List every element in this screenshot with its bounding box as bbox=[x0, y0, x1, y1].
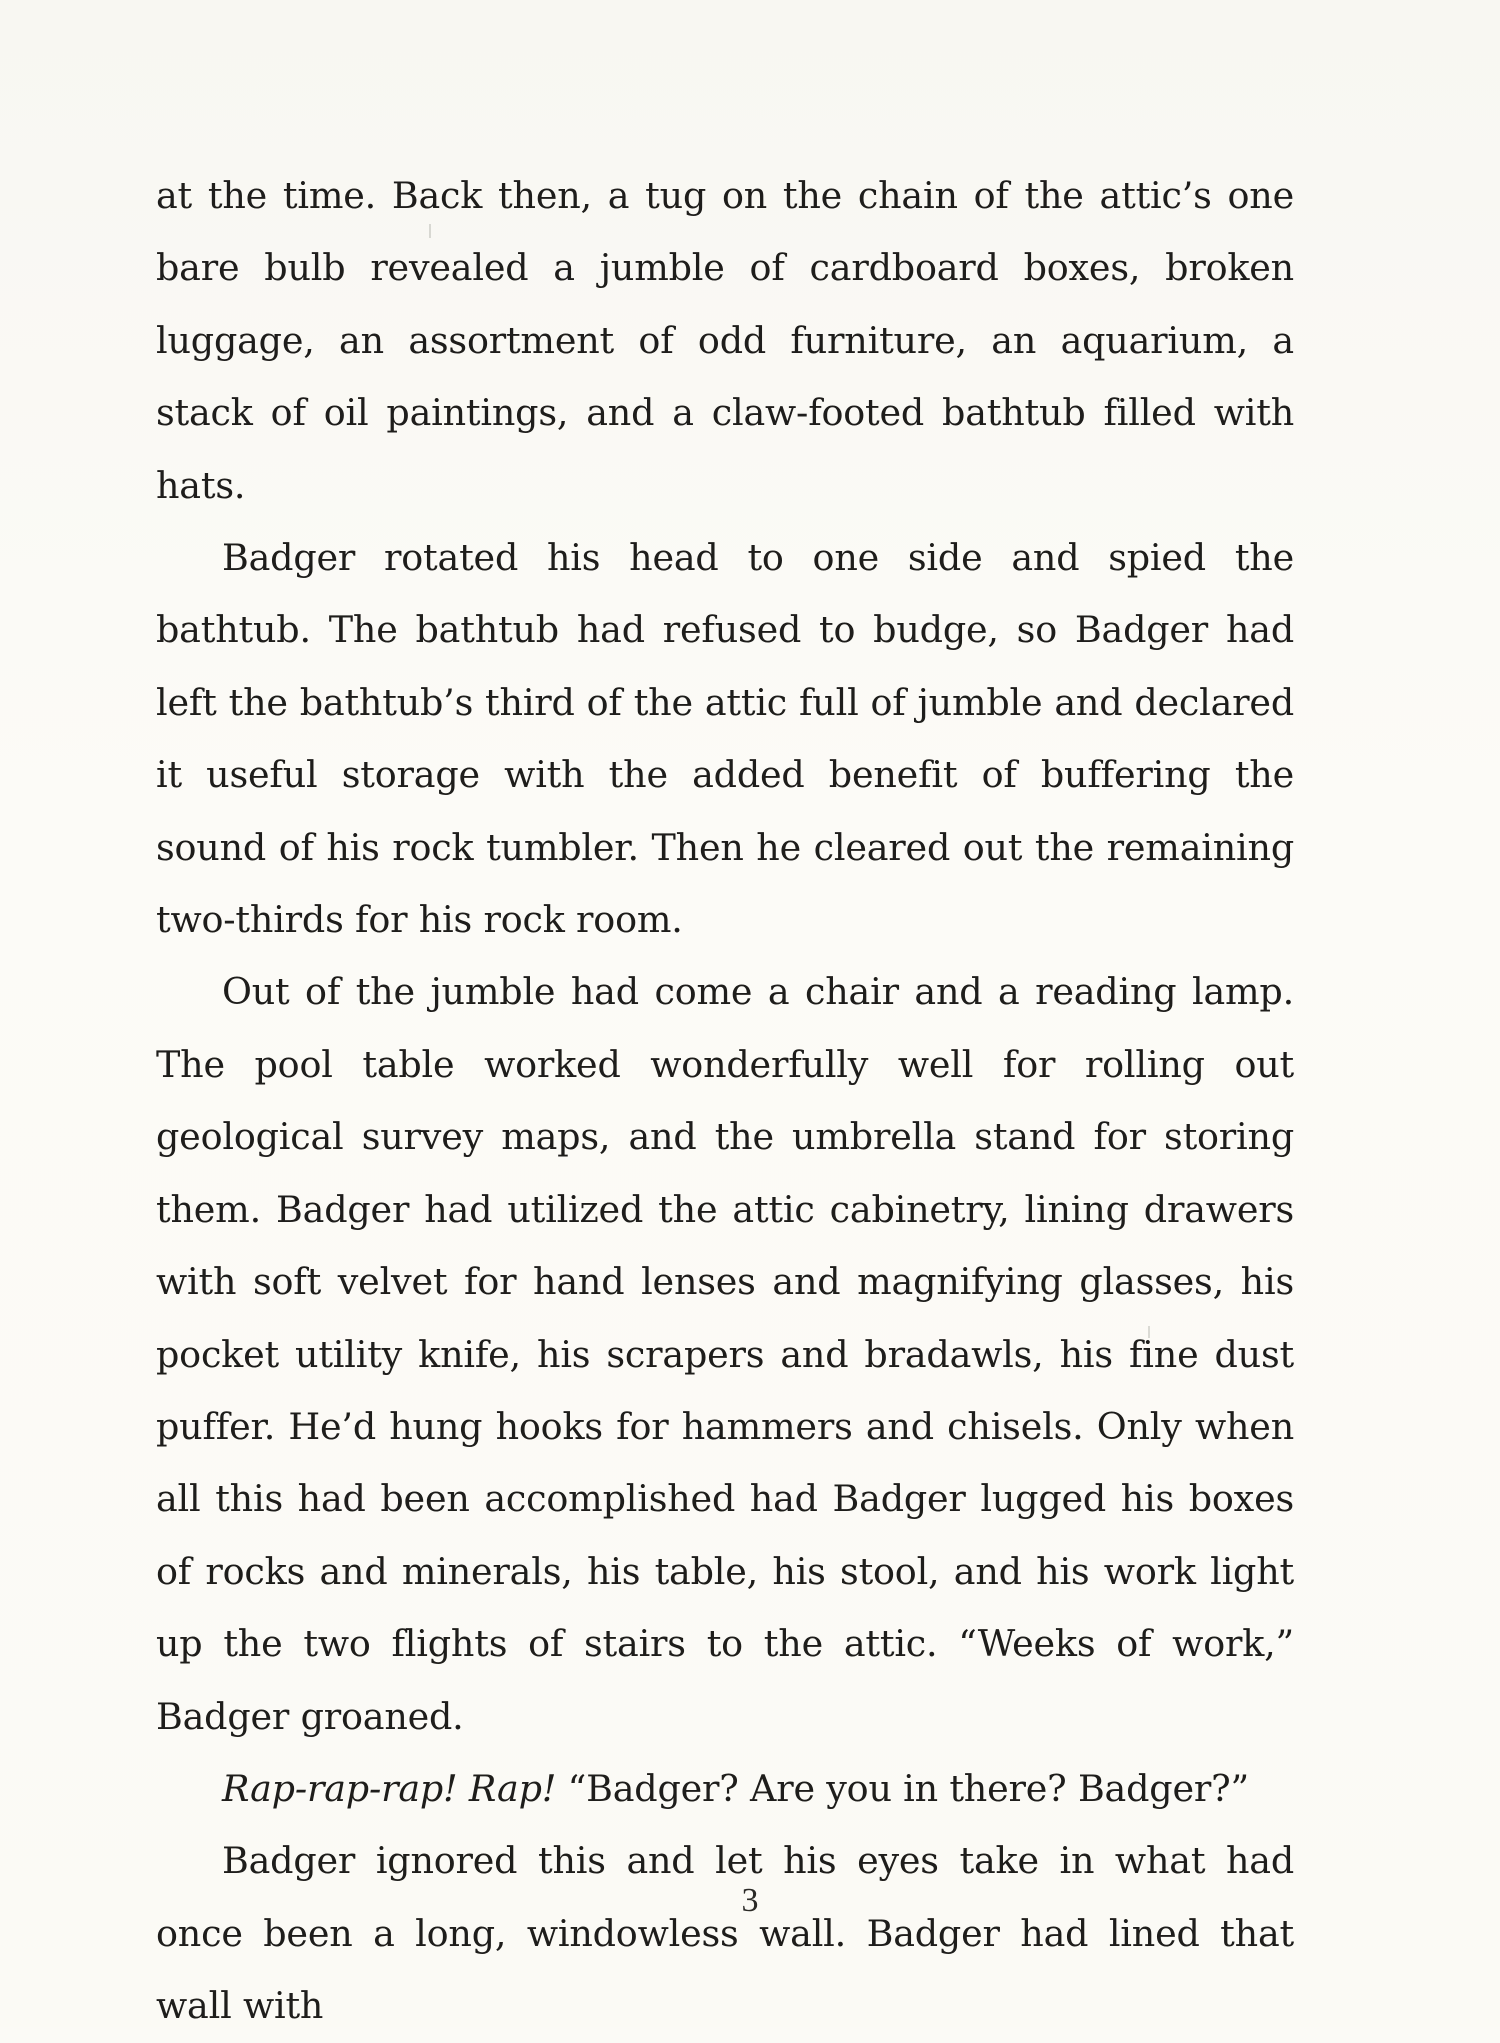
paragraph-3: Out of the jumble had come a chair and a reading lamp. The pool table worked wonderfully well for rolling out geological survey maps, and the umbrella stand for storing them. Badger had utilized the attic cabinetry, lining drawers with soft velvet for hand lenses and magnifying glasses, his pocket utility knife, his scrapers and bradawls, his fine dust puffer. He’d hung hooks for hammers and chisels. Only when all this had been accomplished had Badger lugged his boxes of rocks and minerals, his table, his stool, and his work light up the two flights of stairs to the attic. “Weeks of work,” Badger groaned. bbox=[156, 970, 1294, 1738]
paragraph-2: Badger rotated his head to one side and spied the bathtub. The bathtub had refused to budge, so Badger had left the bathtub’s third of the attic full of jumble and declared it useful storage with the added benefit of buffering the sound of his rock tumbler. Then he cleared out the remaining two-thirds for his rock room. bbox=[156, 536, 1294, 942]
page-number: 3 bbox=[741, 1882, 759, 1919]
body-text bbox=[156, 160, 1294, 2043]
paragraph-5: Badger ignored this and let his eyes take in what had once been a long, windowless wall. Badger had lined that wall with bbox=[156, 1839, 1294, 2028]
scan-speck bbox=[1148, 1326, 1150, 1338]
knock-sound-text: Rap-rap-rap! Rap! bbox=[222, 1766, 557, 1810]
paragraph-1: at the time. Back then, a tug on the chain of the attic’s one bare bulb revealed a jumble of cardboard boxes, broken luggage, an assortment of odd furniture, an aquarium, a stack of oil paintings, and a claw-footed bathtub filled with hats. bbox=[156, 174, 1294, 507]
paragraph-4 bbox=[156, 1753, 1294, 1825]
scan-speck bbox=[429, 224, 431, 238]
dialogue-text: “Badger? Are you in there? Badger?” bbox=[556, 1766, 1249, 1810]
